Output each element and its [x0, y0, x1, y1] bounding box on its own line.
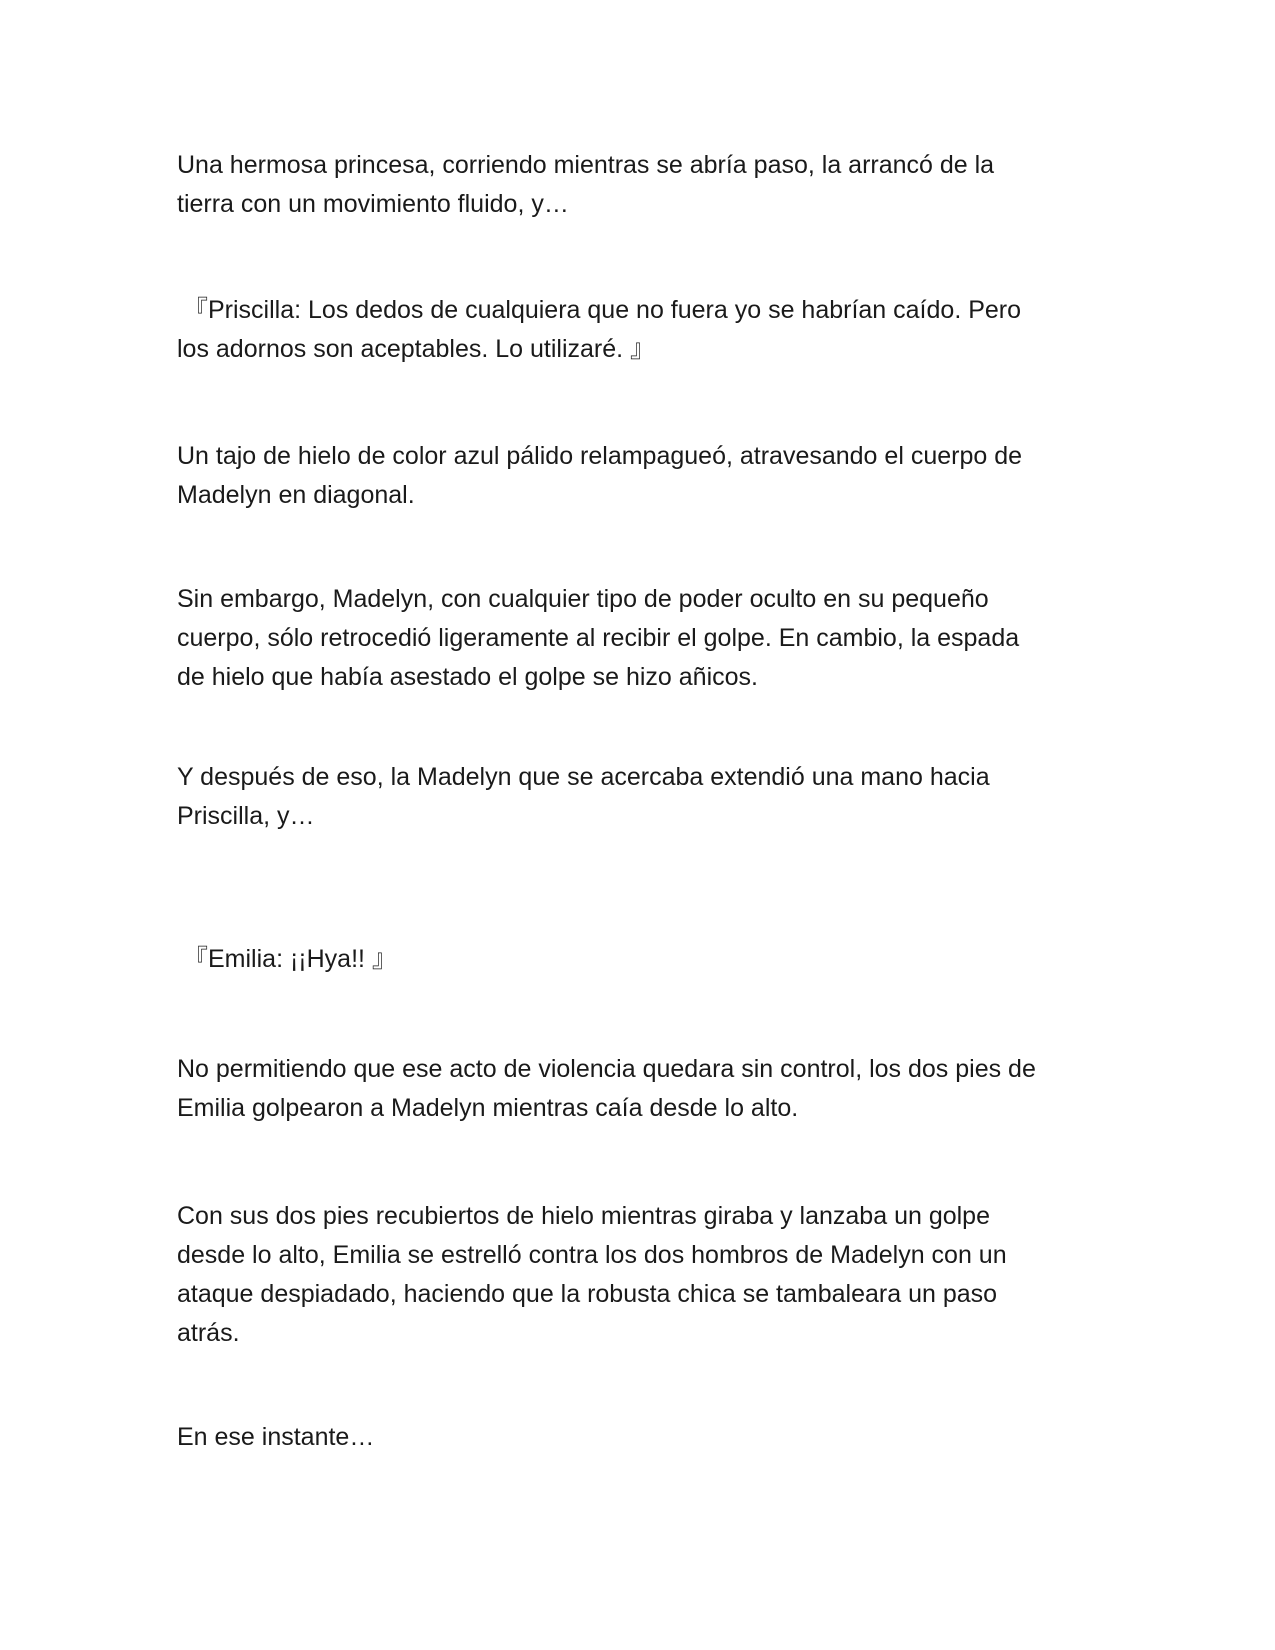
text-line: No permitiendo que ese acto de violencia quedara sin control, los dos pies de	[177, 1055, 1036, 1083]
text-line: Sin embargo, Madelyn, con cualquier tipo de poder oculto en su pequeño	[177, 585, 989, 613]
paragraph	[177, 1418, 1107, 1457]
text-line: cuerpo, sólo retrocedió ligeramente al recibir el golpe. En cambio, la espada	[177, 624, 1020, 652]
text-line: ataque despiadado, haciendo que la robusta chica se tambaleara un paso	[177, 1280, 998, 1308]
paragraph	[177, 758, 1107, 836]
text-line: tierra con un movimiento fluido, y…	[177, 190, 569, 218]
text-line: En ese instante…	[177, 1423, 375, 1451]
paragraph	[177, 580, 1107, 697]
text-line: Un tajo de hielo de color azul pálido relampagueó, atravesando el cuerpo de	[177, 442, 1023, 470]
text-line: 『Priscilla: Los dedos de cualquiera que no fuera yo se habrían caído. Pero	[183, 296, 1022, 324]
text-line: Madelyn en diagonal.	[177, 481, 415, 509]
paragraph	[177, 1197, 1107, 1353]
text-line: los adornos son aceptables. Lo utilizaré. 』	[177, 335, 656, 363]
text-line: Priscilla, y…	[177, 802, 315, 830]
paragraph	[177, 437, 1107, 515]
text-line: Y después de eso, la Madelyn que se acercaba extendió una mano hacia	[177, 763, 990, 791]
text-line: Una hermosa princesa, corriendo mientras se abría paso, la arrancó de la	[177, 151, 995, 179]
text-line: Con sus dos pies recubiertos de hielo mientras giraba y lanzaba un golpe	[177, 1202, 990, 1230]
paragraph	[177, 1050, 1107, 1128]
text-line: atrás.	[177, 1319, 240, 1347]
text-line: de hielo que había asestado el golpe se hizo añicos.	[177, 663, 758, 691]
dialogue-paragraph	[183, 940, 1113, 979]
text-line: desde lo alto, Emilia se estrelló contra los dos hombros de Madelyn con un	[177, 1241, 1007, 1269]
text-line: 『Emilia: ¡¡Hya!! 』	[183, 945, 397, 973]
paragraph	[177, 146, 1107, 224]
dialogue-paragraph	[177, 291, 1113, 369]
text-line: Emilia golpearon a Madelyn mientras caía desde lo alto.	[177, 1094, 799, 1122]
